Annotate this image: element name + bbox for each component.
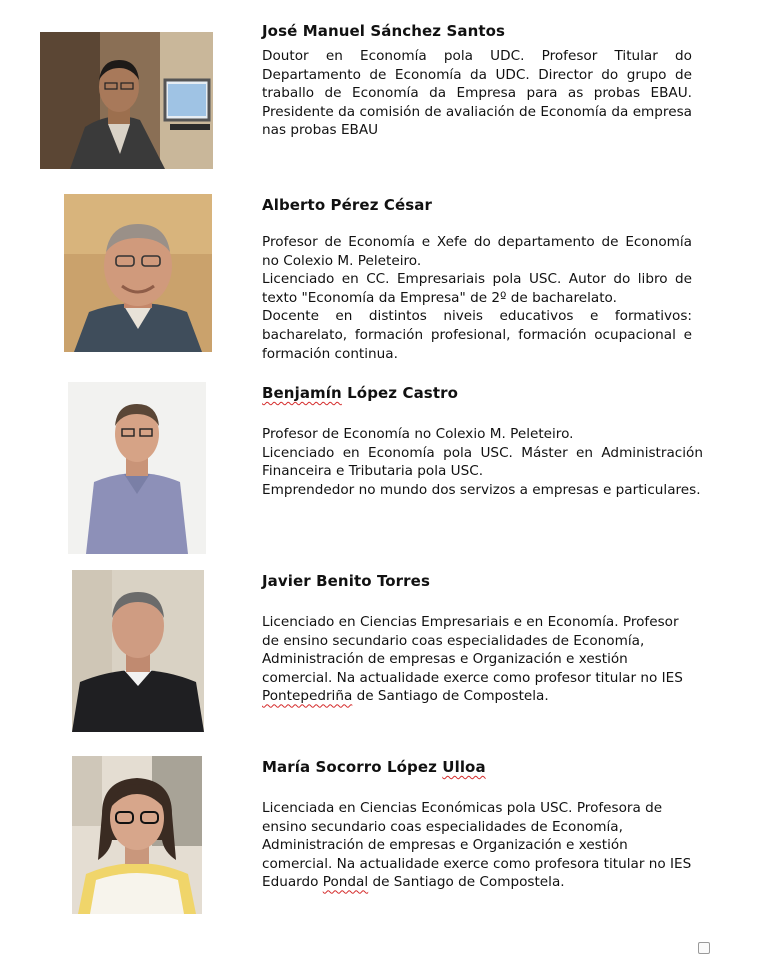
bio-paragraph: Doutor en Economía pola UDC. Profesor Titular do Departamento de Economía da UDC. Director do grupo de traballo de Economía da Empresa para as probas EBAU. Presidente da comisión de avaliación de Economía da empresa nas probas EBAU xyxy=(262,48,692,139)
name-part: Ulloa xyxy=(442,758,486,776)
bio-text: Licenciada en Ciencias Económicas pola USC. Profesora de ensino secundario coas especialidades de Economía, Administración de empresas e Organización e xestión comercial. Na actualidade exerce como profesora titular no IES Eduardo xyxy=(262,800,692,891)
person-bio xyxy=(262,425,703,499)
name-part: Benjamín xyxy=(262,384,342,402)
person-name xyxy=(262,384,703,402)
portrait-photo-5 xyxy=(72,756,202,914)
bio-paragraph xyxy=(262,613,692,706)
bio-paragraph xyxy=(262,799,692,892)
profile-alberto xyxy=(262,196,692,363)
bio-paragraph: Profesor de Economía e Xefe do departamento de Economía no Colexio M. Peleteiro. xyxy=(262,234,692,269)
name-part: López Castro xyxy=(341,384,458,402)
bio-paragraph: Licenciado en CC. Empresariais pola USC. Autor do libro de texto "Economía da Empresa" de 2º de bacharelato. xyxy=(262,271,692,306)
portrait-photo-4 xyxy=(72,570,204,732)
bio-paragraph: Licenciado en Economía pola USC. Máster en Administración Financeira e Tributaria pola USC. xyxy=(262,444,703,480)
bio-paragraph: Profesor de Economía no Colexio M. Peleteiro. xyxy=(262,426,574,442)
profile-benjamin xyxy=(262,384,703,499)
person-bio xyxy=(262,233,692,363)
portrait-photo-1 xyxy=(40,32,213,169)
flagged-word: Pontepedriña xyxy=(262,688,353,705)
person-name: José Manuel Sánchez Santos xyxy=(262,22,506,40)
checkbox-square-icon[interactable] xyxy=(698,942,710,954)
person-name: Javier Benito Torres xyxy=(262,572,430,590)
person-bio xyxy=(262,613,692,706)
profile-maria-socorro xyxy=(262,758,692,892)
flagged-word: Pondal xyxy=(322,874,369,891)
portrait-photo-3 xyxy=(68,382,206,554)
person-name xyxy=(262,758,692,776)
bio-text: Licenciado en Ciencias Empresariais e en Economía. Profesor de ensino secundario coas especialidades de Economía, Administración de empresas e Organización e xestión comercial. Na actualidade exerce como profesor titular no IES xyxy=(262,614,683,686)
person-bio xyxy=(262,47,692,140)
person-bio xyxy=(262,799,692,892)
profile-jose-manuel xyxy=(262,22,692,140)
bio-text: de Santiago de Compostela. xyxy=(368,874,565,891)
bio-paragraph: Emprendedor no mundo dos servizos a empresas e particulares. xyxy=(262,481,701,498)
bio-text: de Santiago de Compostela. xyxy=(352,688,549,705)
portrait-photo-2 xyxy=(64,194,212,352)
person-name: Alberto Pérez César xyxy=(262,196,432,214)
bio-paragraph: Docente en distintos niveis educativos e formativos: bacharelato, formación profesional, formación ocupacional e formación continua. xyxy=(262,308,692,362)
name-part: María Socorro López xyxy=(262,758,443,776)
profile-javier xyxy=(262,572,692,706)
